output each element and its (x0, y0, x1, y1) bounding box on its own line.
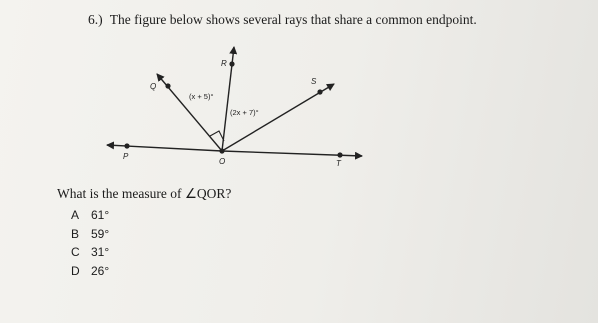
ray-os (222, 84, 334, 151)
point-t (337, 152, 342, 157)
choice-letter: D (71, 263, 80, 278)
label-q: Q (150, 82, 157, 91)
angle-ros-expression: (2x + 7)° (230, 108, 259, 117)
label-o: O (219, 157, 226, 166)
choice-value: 59° (91, 226, 110, 241)
choice-a[interactable] (71, 208, 109, 227)
question-text: The figure below shows several rays that share a common endpoint. (109, 12, 477, 27)
choice-d[interactable] (71, 264, 109, 283)
point-q (165, 83, 170, 88)
answer-choices (71, 208, 109, 282)
point-s (317, 89, 322, 94)
choice-letter: B (71, 226, 80, 241)
angle-qor-expression: (x + 5)° (189, 92, 214, 101)
choice-b[interactable] (71, 227, 109, 246)
label-s: S (311, 77, 317, 86)
label-p: P (123, 152, 129, 161)
choice-value: 26° (91, 263, 110, 278)
choice-c[interactable] (71, 245, 109, 264)
choice-letter: A (71, 208, 80, 222)
point-o (219, 148, 224, 153)
ray-op (107, 145, 222, 151)
choice-value: 31° (91, 245, 110, 259)
label-r: R (221, 59, 227, 68)
point-p (124, 143, 129, 148)
choice-letter: C (71, 245, 80, 259)
question-number: 6.) (88, 12, 103, 27)
point-r (229, 61, 234, 66)
label-t: T (336, 159, 341, 168)
choice-value: 61° (91, 208, 110, 222)
question-prompt: What is the measure of ∠QOR? (57, 186, 232, 201)
